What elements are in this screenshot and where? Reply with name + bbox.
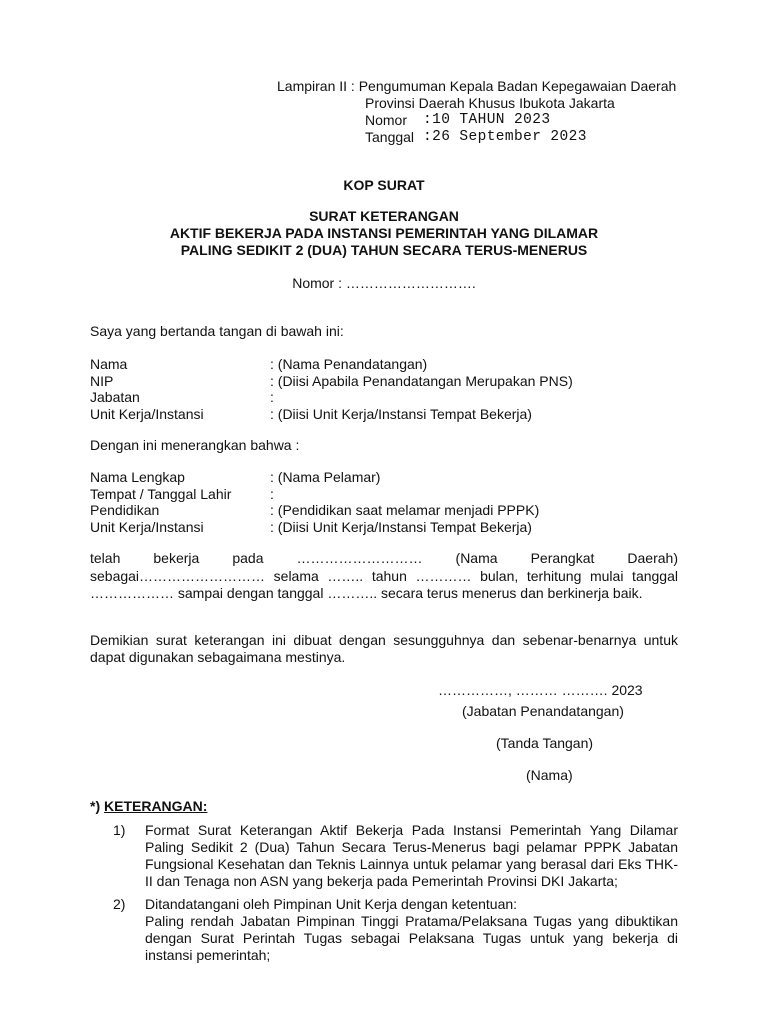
document-title [0, 208, 768, 259]
signature-place-date: ……………, ……… ………. 2023 [438, 682, 643, 698]
field-label: NIP [90, 372, 114, 389]
field-row [90, 373, 573, 390]
signature-name: (Nama) [526, 767, 573, 783]
field-row [90, 389, 573, 406]
field-value: : (Diisi Apabila Penandatangan Merupakan PNS) [270, 372, 573, 389]
title-line-1: SURAT KETERANGAN [309, 208, 459, 224]
title-line-3: PALING SEDIKIT 2 (DUA) TAHUN SECARA TERUS-MENERUS [180, 242, 588, 258]
signer-fields [90, 356, 573, 422]
signature-position: (Jabatan Penandatangan) [462, 703, 624, 719]
applicant-fields [90, 469, 539, 535]
field-value: : (Nama Penandatangan) [270, 356, 428, 372]
field-value: : [270, 389, 274, 405]
list-item [113, 822, 678, 890]
list-item-text-line-2: Paling rendah Jabatan Pimpinan Tinggi Pratama/Pelaksana Tugas yang dibuktikan dengan Surat Perintah Tugas sebagai Pelaksana Tugas untuk yang bekerja di instansi pemerintah; [145, 913, 678, 963]
field-value: : (Pendidikan saat melamar menjadi PPPK) [270, 502, 540, 518]
keterangan-list [113, 822, 678, 970]
field-row [90, 469, 539, 486]
lampiran-row-nomor [277, 112, 676, 129]
lampiran-tanggal-label: Tanggal [365, 129, 415, 145]
kop-surat: KOP SURAT [343, 177, 425, 193]
list-item-number: 1) [113, 822, 126, 838]
list-item-text [145, 896, 678, 964]
keterangan-heading [90, 798, 207, 814]
lampiran-line-2: Provinsi Daerah Khusus Ibukota Jakarta [365, 95, 615, 111]
field-value: : (Nama Pelamar) [270, 469, 381, 485]
list-item-number: 2) [113, 896, 126, 912]
field-value: : (Diisi Unit Kerja/Instansi Tempat Bekerja) [270, 518, 532, 535]
lampiran-row-tanggal [277, 129, 676, 146]
list-item-text-line-1: Ditandatangani oleh Pimpinan Unit Kerja dengan ketentuan: [145, 896, 518, 912]
field-row [90, 406, 573, 423]
lampiran-tanggal-value: :26 September 2023 [423, 129, 587, 145]
lampiran-line-1: Pengumuman Kepala Badan Kepegawaian Daerah [358, 78, 677, 94]
lampiran-label: Lampiran II : [277, 78, 355, 94]
field-label: Nama Lengkap [90, 469, 185, 485]
field-label: Pendidikan [90, 502, 160, 518]
field-label: Nama [90, 356, 128, 372]
nomor-surat: Nomor : ………………………. [292, 275, 476, 291]
field-row [90, 356, 573, 373]
field-row [90, 502, 539, 519]
field-label: Tempat / Tanggal Lahir [90, 485, 232, 502]
keterangan-title: KETERANGAN: [104, 798, 208, 814]
body-paragraph: telah bekerja pada ……………………… (Nama Perangkat Daerah) sebagai……………………… selama …….. tahun ………… bulan, terhitung mulai tanggal ……………… sampai dengan tanggal ……….. secara terus menerus dan berkinerja baik. [90, 550, 678, 601]
keterangan-prefix: *) [90, 798, 104, 814]
lampiran-nomor-label: Nomor [365, 112, 408, 128]
intro-text: Saya yang bertanda tangan di bawah ini: [90, 323, 344, 339]
field-value: : [270, 485, 274, 502]
list-item [113, 896, 678, 964]
field-label: Unit Kerja/Instansi [90, 405, 204, 422]
title-line-2: AKTIF BEKERJA PADA INSTANSI PEMERINTAH YANG DILAMAR [169, 225, 599, 241]
field-row [90, 486, 539, 503]
field-label: Unit Kerja/Instansi [90, 518, 204, 535]
field-row [90, 519, 539, 536]
signature-sign: (Tanda Tangan) [496, 735, 594, 751]
lampiran-row-1 [277, 78, 676, 95]
lampiran-nomor-value: :10 TAHUN 2023 [423, 112, 551, 128]
list-item-text: Format Surat Keterangan Aktif Bekerja Pada Instansi Pemerintah Yang Dilamar Paling Sedikit 2 (Dua) Tahun Secara Terus-Menerus bagi pelamar PPPK Jabatan Fungsional Kesehatan dan Teknis Lainnya untuk pelamar yang berasal dari Eks THK-II dan Tenaga non ASN yang bekerja pada Pemerintah Provinsi DKI Jakarta; [145, 822, 678, 889]
menerangkan-text: Dengan ini menerangkan bahwa : [90, 437, 300, 453]
closing-paragraph: Demikian surat keterangan ini dibuat dengan sesungguhnya dan sebenar-benarnya untuk dapat digunakan sebagaimana mestinya. [90, 632, 678, 665]
lampiran-header [277, 78, 676, 146]
lampiran-row-2 [277, 95, 676, 112]
field-value: : (Diisi Unit Kerja/Instansi Tempat Bekerja) [270, 405, 532, 422]
field-label: Jabatan [90, 389, 140, 405]
